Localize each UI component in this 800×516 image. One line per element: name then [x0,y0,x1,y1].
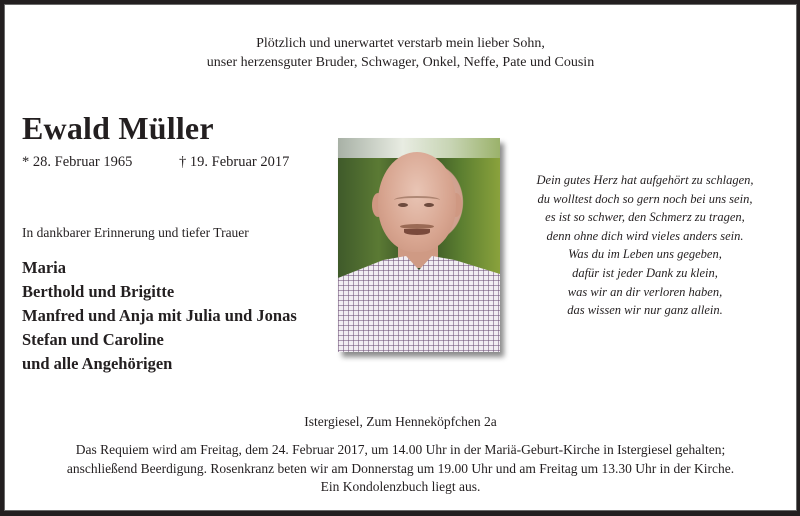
photo-eye-right [424,203,434,207]
service-details-line: Das Requiem wird am Freitag, dem 24. Februar 2017, um 14.00 Uhr in der Mariä-Geburt-Kirche in Istergiesel gehalten; [75,442,726,457]
intro-text [5,34,796,72]
family-member: Stefan und Caroline [22,330,164,349]
memorial-poem [517,171,773,320]
photo-mouth [404,229,430,235]
family-member: Manfred und Anja mit Julia und Jonas [22,306,297,325]
poem-line: Was du im Leben uns gegeben, [568,247,722,262]
poem-line: Dein gutes Herz hat aufgehört zu schlagen, [536,173,754,187]
poem-line: es ist so schwer, den Schmerz zu tragen, [545,210,745,225]
death-date: † 19. Februar 2017 [179,154,290,170]
portrait-photo [338,138,500,352]
family-list [22,256,297,376]
family-member: Berthold und Brigitte [22,282,175,301]
poem-line: das wissen wir nur ganz allein. [567,303,723,318]
photo-eye-left [398,203,408,207]
family-member: und alle Angehörigen [22,354,173,373]
service-details-line: Ein Kondolenzbuch liegt aus. [320,479,481,494]
mourning-text: In dankbarer Erinnerung und tiefer Trauer [22,225,249,240]
poem-line: was wir an dir verloren haben, [567,284,723,299]
service-details-line: anschließend Beerdigung. Rosenkranz beten wir am Donnerstag um 19.00 Uhr und am Freitag um 13.30 Uhr in der Kirche. [66,460,735,476]
obituary-notice [4,4,797,511]
family-address: Istergiesel, Zum Henneköpfchen 2a [304,414,497,429]
intro-line-1: Plötzlich und unerwartet verstarb mein lieber Sohn, [256,36,545,51]
photo-checkered-shirt [338,256,500,352]
deceased-name: Ewald Müller [22,110,214,146]
poem-line: dafür ist jeder Dank zu klein, [572,265,718,280]
poem-line: denn ohne dich wird vieles anders sein. [546,228,744,243]
intro-line-2: unser herzensguter Bruder, Schwager, Onkel, Neffe, Pate und Cousin [206,55,595,70]
poem-line: du wolltest doch so gern noch bei uns sein, [537,191,753,206]
family-member: Maria [22,258,66,277]
service-details [5,441,796,497]
birth-date: * 28. Februar 1965 [22,154,133,170]
